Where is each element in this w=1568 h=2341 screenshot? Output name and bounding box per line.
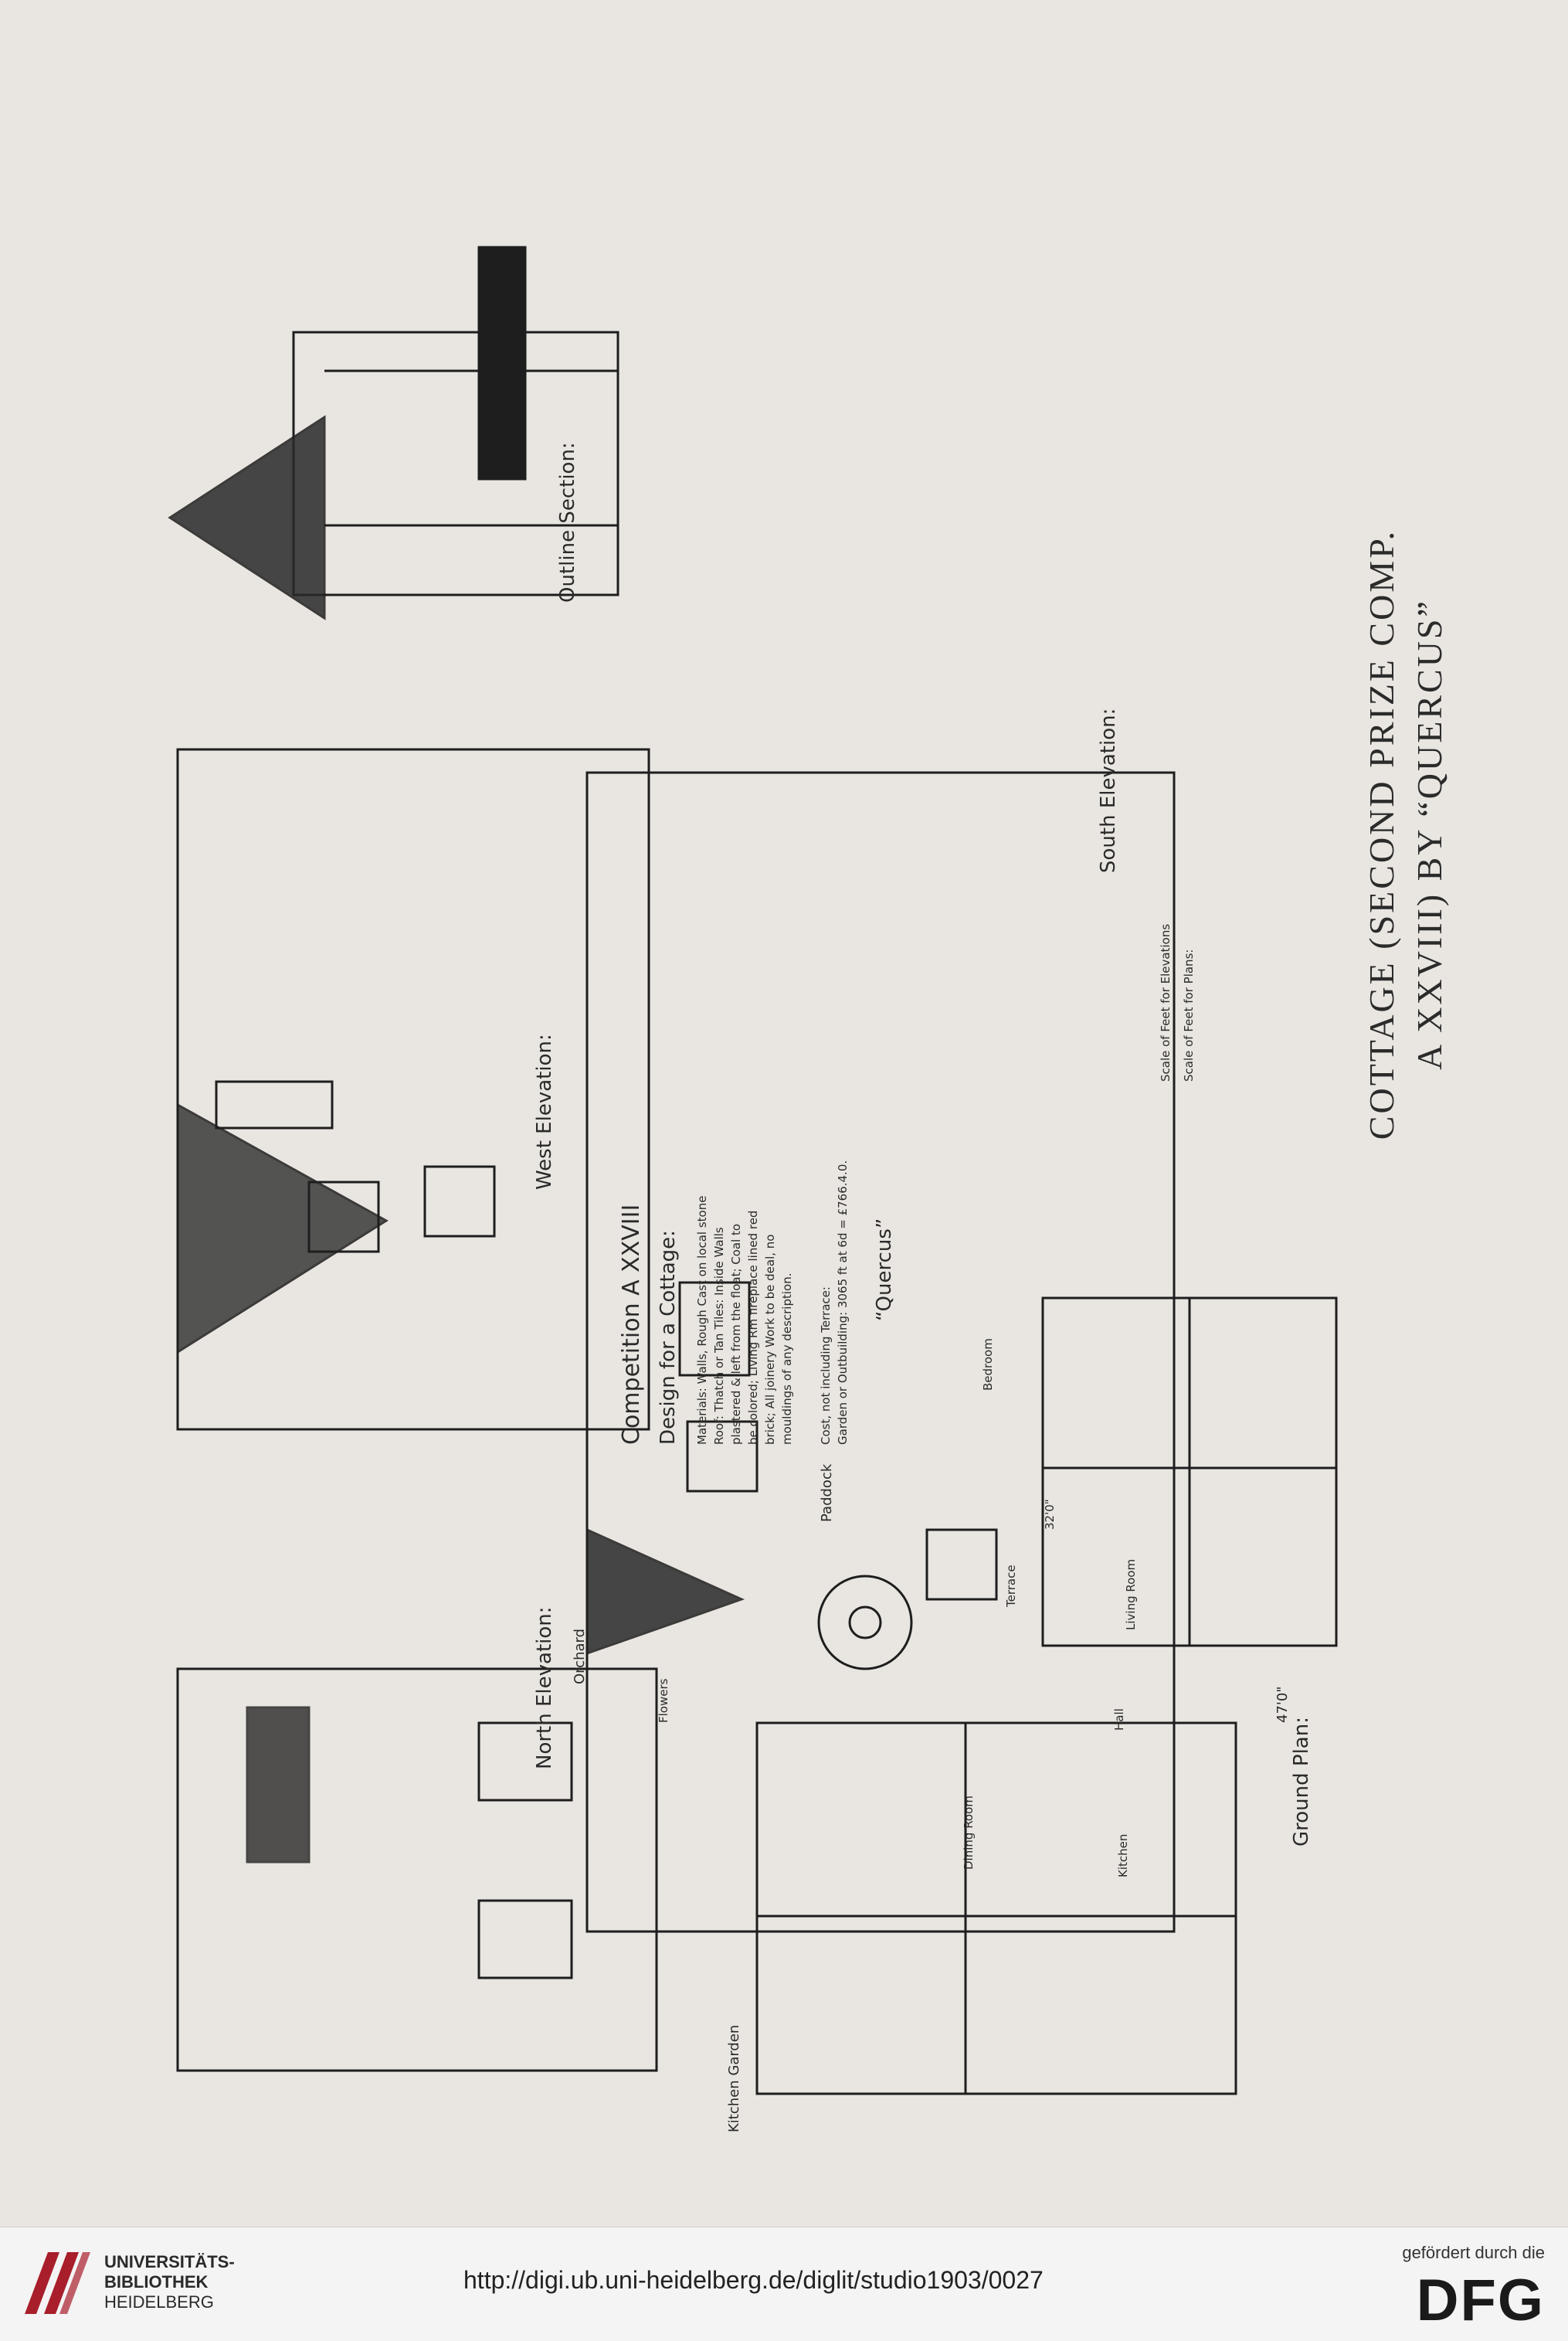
footer-bar bbox=[0, 2227, 1568, 2341]
university-line3: HEIDELBERG bbox=[104, 2292, 214, 2312]
label-scale-plans: Scale of Feet for Plans: bbox=[1182, 949, 1196, 1082]
label-west-elevation: West Elevation: bbox=[533, 1034, 556, 1190]
source-url-link[interactable]: http://digi.ub.uni-heidelberg.de/diglit/studio1903/0027 bbox=[463, 2266, 1044, 2294]
caption-line2: A XXVIII) BY “QUERCUS” bbox=[1410, 599, 1449, 1070]
label-competition: Competition A XXVIII bbox=[618, 1204, 645, 1445]
caption-line1: COTTAGE (SECOND PRIZE COMP. bbox=[1362, 528, 1401, 1140]
label-brick: brick; All joinery Work to be deal, no bbox=[763, 1234, 777, 1445]
label-scale-elevations: Scale of Feet for Elevations bbox=[1159, 923, 1173, 1082]
label-dimension-47: 47'0" bbox=[1274, 1686, 1291, 1723]
university-line2: BIBLIOTHEK bbox=[104, 2272, 209, 2292]
label-plastered: plastered & left from the float; Coal to bbox=[729, 1223, 743, 1445]
caption bbox=[1329, 255, 1483, 1414]
label-dining-room: Dining Room bbox=[962, 1796, 976, 1870]
label-outline-section: Outline Section: bbox=[556, 442, 579, 603]
label-ground-plan: Ground Plan: bbox=[1290, 1717, 1313, 1847]
label-living-room: Living Room bbox=[1124, 1558, 1138, 1630]
label-materials: Materials: Walls, Rough Cast on local stone bbox=[695, 1195, 709, 1445]
label-hall: Hall bbox=[1112, 1708, 1126, 1731]
university-name bbox=[104, 2252, 235, 2312]
label-cost-terrace: Cost, not including Terrace: bbox=[819, 1286, 833, 1445]
label-flowers: Flowers bbox=[657, 1678, 670, 1723]
label-bedroom: Bedroom bbox=[981, 1338, 995, 1391]
label-kitchen: Kitchen bbox=[1116, 1833, 1130, 1877]
university-logo-icon bbox=[17, 2244, 94, 2322]
funded-by-text: gefördert durch die bbox=[1402, 2243, 1545, 2262]
label-paddock: Paddock bbox=[819, 1463, 835, 1522]
architectural-drawing bbox=[154, 216, 1352, 2117]
label-kitchen-garden: Kitchen Garden bbox=[726, 2024, 742, 2132]
label-mouldings: mouldings of any description. bbox=[780, 1272, 794, 1445]
label-design: Design for a Cottage: bbox=[657, 1230, 680, 1445]
dfg-logo: DFG bbox=[1416, 2268, 1545, 2333]
label-orchard: Orchard bbox=[572, 1628, 588, 1684]
label-colored: be colored; Living Rm fireplace lined red bbox=[746, 1210, 760, 1445]
label-cost-building: Garden or Outbuilding: 3065 ft at 6d = £766.4.0. bbox=[836, 1160, 850, 1445]
label-roof: Roof: Thatch or Tan Tiles: Inside Walls bbox=[712, 1227, 726, 1445]
university-line1: UNIVERSITÄTS- bbox=[104, 2252, 235, 2271]
label-signature: “Quercus” bbox=[873, 1218, 896, 1321]
label-terrace: Terrace bbox=[1004, 1565, 1018, 1607]
label-north-elevation: North Elevation: bbox=[533, 1606, 556, 1769]
label-dimension-32: 32'0" bbox=[1043, 1499, 1057, 1530]
label-south-elevation: South Elevation: bbox=[1097, 708, 1120, 873]
